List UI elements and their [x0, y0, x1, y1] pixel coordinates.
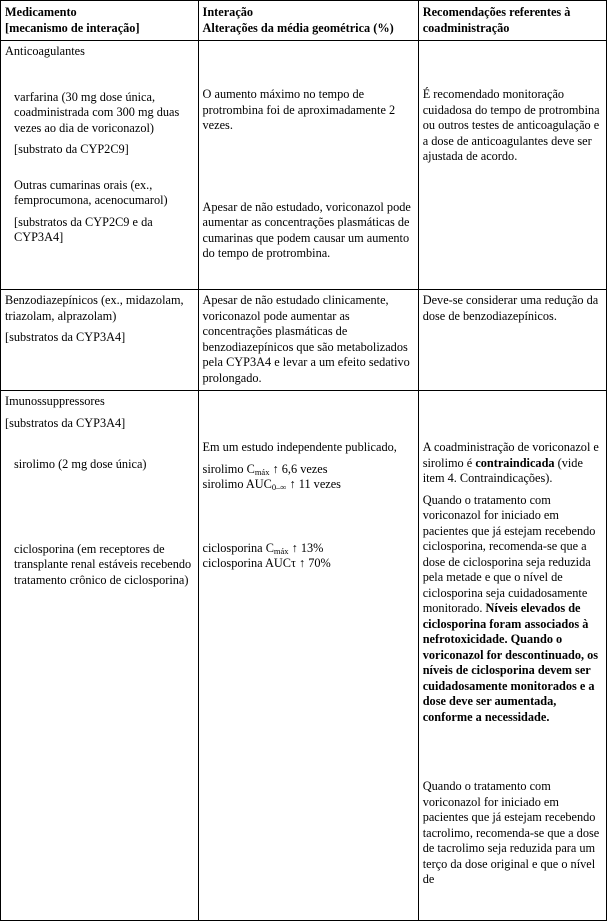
benzodiazepines-drug-cell	[1, 290, 199, 391]
ciclosporina-auc: ciclosporina AUCτ ↑ 70%	[202, 556, 331, 570]
recommendation-anticoagulantes: É recomendado monitoração cuidadosa do tempo de protrombina ou outros testes de anticoagulação e a dose de anticoagulantes deve ser ajustada de acordo.	[422, 87, 600, 163]
recommendation-ciclosporina: Quando o tratamento com voriconazol for iniciado em pacientes que já estejam recebendo ciclosporina, recomenda-se que a dose de ciclosporina seja reduzida pela metade e que o nível de ciclosporina seja cuidadosamente monitorado. Níveis elevados de ciclosporina foram associados à nefrotoxicidade. Quando o voriconazol for descontinuado, os níveis de ciclosporina devem ser cuidadosamente monitorados e a dose deve ser aumentada, conforme a necessidade.	[422, 492, 599, 724]
ciclosporina-cmax: ciclosporina $C_{máx}$ ↑ 13%	[202, 540, 324, 556]
immunosuppressants-drug-cell	[1, 391, 199, 921]
recommendation-sirolimo: A coadministração de voriconazol e sirolimo é contraindicada (vide item 4. Contraindicações).	[422, 440, 599, 485]
sirolimo-cmax: sirolimo $C_{máx}$ ↑ 6,6 vezes	[202, 461, 328, 477]
immunosuppressants-interaction-cell	[198, 391, 418, 921]
anticoagulants-row	[1, 41, 607, 290]
drug-sirolimo: sirolimo (2 mg dose única)	[14, 457, 147, 471]
anticoagulants-interaction-cell	[198, 41, 418, 290]
immunosuppressants-row	[1, 391, 607, 921]
category-anticoagulantes: Anticoagulantes	[5, 44, 85, 58]
drug-ciclosporina: ciclosporina (em receptores de transplante renal estáveis recebendo tratamento crônico de ciclosporina)	[14, 541, 192, 587]
interaction-benzodiazepinicos: Apesar de não estudado clinicamente, voriconazol pode aumentar as concentrações plasmáticas de benzodiazepínicos que são metabolizados pela CYP3A4 e levar a um efeito sedativo prolongado.	[202, 293, 410, 385]
immunosuppressants-recommendation-cell	[418, 391, 606, 921]
benzodiazepines-row	[1, 290, 607, 391]
header-col1-subtitle: [mecanismo de interação]	[5, 20, 140, 35]
benzodiazepines-interaction-cell	[198, 290, 418, 391]
mechanism-benzodiazepinicos: [substratos da CYP3A4]	[5, 330, 126, 344]
header-medicamento	[1, 1, 199, 41]
drug-varfarina: varfarina (30 mg dose única, coadministrada com 300 mg duas vezes ao dia de voriconazol)	[14, 89, 180, 135]
recommendation-benzodiazepinicos: Deve-se considerar uma redução da dose de benzodiazepínicos.	[422, 293, 599, 323]
sirolimo-auc: sirolimo $AUC_{0-\infty}$ ↑ 11 vezes	[202, 477, 341, 492]
header-interacao	[198, 1, 418, 41]
drug-benzodiazepinicos: Benzodiazepínicos (ex., midazolam, triazolam, alprazolam)	[5, 293, 184, 323]
category-imunossupressores: Imunossuppressores	[5, 394, 105, 408]
recommendation-tacrolimo: Quando o tratamento com voriconazol for iniciado em pacientes que já estejam recebendo tacrolimo, recomenda-se que a dose de tacrolimo seja reduzida para um terço da dose original e que o nível de	[422, 779, 600, 886]
header-col3-title: Recomendações referentes à	[422, 5, 571, 19]
mechanism-outras-cumarinas: [substratos da CYP2C9 e da CYP3A4]	[14, 214, 153, 244]
header-col1-title: Medicamento	[5, 5, 77, 19]
mechanism-varfarina: [substrato da CYP2C9]	[14, 142, 129, 156]
mechanism-imunossupressores: [substratos da CYP3A4]	[5, 415, 126, 430]
interaction-outras-cumarinas: Apesar de não estudado, voriconazol pode aumentar as concentrações plasmáticas de cumarinas que podem causar um aumento do tempo de protrombina.	[202, 199, 411, 260]
interaction-varfarina: O aumento máximo no tempo de protrombina foi de aproximadamente 2 vezes.	[202, 87, 396, 132]
header-recomendacoes	[418, 1, 606, 41]
header-col3-subtitle: coadministração	[422, 20, 510, 35]
benzodiazepines-recommendation-cell	[418, 290, 606, 391]
drug-outras-cumarinas: Outras cumarinas orais (ex., femprocumona, acenocumarol)	[14, 177, 168, 207]
interaction-intro: Em um estudo independente publicado,	[202, 440, 397, 454]
header-col2-title: Interação	[202, 5, 254, 19]
header-col2-subtitle: Alterações da média geométrica (%)	[202, 20, 394, 35]
header-row	[1, 1, 607, 41]
anticoagulants-recommendation-cell	[418, 41, 606, 290]
anticoagulants-drug-cell	[1, 41, 199, 290]
